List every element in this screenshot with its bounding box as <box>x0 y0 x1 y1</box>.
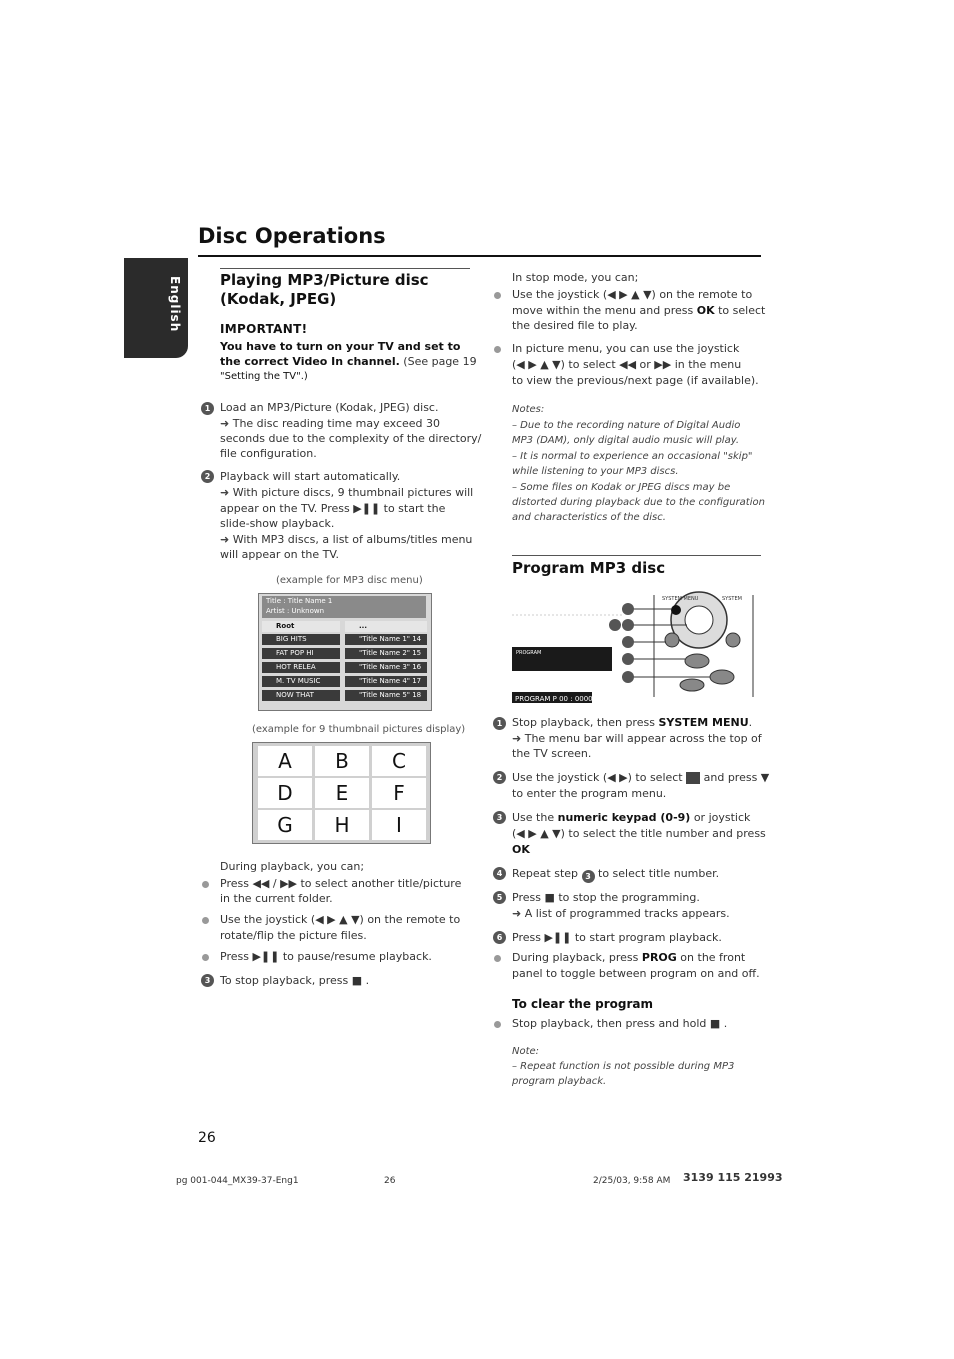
osd-program-readout: PROGRAM P 00 : 0000 <box>515 695 593 703</box>
mp3-menu-header-artist: Artist : Unknown <box>266 607 325 615</box>
mp3-menu-track: "Title Name 4" 17 <box>345 676 427 687</box>
program-step-6-badge: 6 <box>493 931 506 944</box>
right-bullet-2b: (◀ ▶ ▲ ▼) to select ◀◀ or ▶▶ in the menu <box>512 358 742 371</box>
mp3-menu-track: "Title Name 2" 15 <box>345 648 427 659</box>
thumbnail: I <box>372 810 426 840</box>
page-number: 26 <box>198 1130 216 1146</box>
program-step-2-badge: 2 <box>493 771 506 784</box>
mp3-menu-folder: Root <box>262 621 340 632</box>
step-2-result-b: appear on the TV. Press ▶❚❚ to start the <box>220 502 446 515</box>
step-2-result-d: ➜ With MP3 discs, a list of albums/titles menu <box>220 533 473 546</box>
mp3-menu-folder: FAT POP HI <box>262 648 340 659</box>
notes-label: Notes: <box>512 404 545 415</box>
mp3-menu-caption: (example for MP3 disc menu) <box>276 575 423 586</box>
program-step-1: Stop playback, then press SYSTEM MENU. <box>512 716 753 729</box>
program-step-4: Repeat step 3 to select title number. <box>512 867 720 881</box>
note-3: – Some files on Kodak or JPEG discs may be <box>512 482 731 493</box>
bullet-2b: rotate/flip the picture files. <box>220 929 367 942</box>
language-tab <box>124 258 188 358</box>
program-menu-icon <box>686 772 700 784</box>
program-step-5a: ➜ A list of programmed tracks appears. <box>512 907 730 920</box>
clear-note-1: – Repeat function is not possible during MP3 <box>512 1061 735 1072</box>
program-step-5: Press ■ to stop the programming. <box>512 891 700 904</box>
step-2-text: Playback will start automatically. <box>220 470 401 483</box>
thumbnail: E <box>315 778 369 808</box>
note-2b: while listening to your MP3 discs. <box>512 466 679 477</box>
bullet-icon <box>494 955 501 962</box>
mp3-menu-header-title: Title : Title Name 1 <box>266 597 333 605</box>
program-step-5-badge: 5 <box>493 891 506 904</box>
important-line-1: You have to turn on your TV and set to <box>220 340 461 353</box>
right-bullet-2: In picture menu, you can use the joystick <box>512 342 740 355</box>
thumbnail: D <box>258 778 312 808</box>
thumbnail: C <box>372 746 426 776</box>
step-1-text: Load an MP3/Picture (Kodak, JPEG) disc. <box>220 401 439 414</box>
right-bullet-2c: to view the previous/next page (if available). <box>512 374 759 387</box>
step-3-badge: 3 <box>201 974 214 987</box>
footer-file: pg 001-044_MX39-37-Eng1 <box>176 1176 299 1186</box>
step-1-result-b: seconds due to the complexity of the directory/ <box>220 432 482 445</box>
thumbnail: F <box>372 778 426 808</box>
step-ref-badge: 3 <box>582 870 595 883</box>
note-label: Note: <box>512 1046 540 1057</box>
program-step-1b: the TV screen. <box>512 747 592 760</box>
title-rule <box>198 255 761 257</box>
step-2-result-c: slide-show playback. <box>220 517 335 530</box>
note-1: – Due to the recording nature of Digital Audio <box>512 420 741 431</box>
program-step-3: Use the numeric keypad (0-9) or joystick <box>512 811 751 824</box>
mp3-menu-track: "Title Name 5" 18 <box>345 690 427 701</box>
remote-illustration <box>512 585 760 705</box>
mp3-menu-track: ... <box>345 621 427 632</box>
clear-program-heading: To clear the program <box>512 997 654 1011</box>
mp3-menu-folder: BIG HITS <box>262 634 340 645</box>
bullet-1b: in the current folder. <box>220 892 333 905</box>
step-2-result-e: will appear on the TV. <box>220 548 339 561</box>
program-step-1a: ➜ The menu bar will appear across the top of <box>512 732 762 745</box>
thumbnail: G <box>258 810 312 840</box>
mp3-menu-folder: HOT RELEA <box>262 662 340 673</box>
during-playback-intro: During playback, you can; <box>220 860 365 873</box>
clear-program-step: Stop playback, then press and hold ■ . <box>512 1017 728 1030</box>
remote-label: SYSTEM <box>722 596 742 602</box>
bullet-icon <box>202 917 209 924</box>
program-bullet-b: panel to toggle between program on and off. <box>512 967 760 980</box>
program-step-3-badge: 3 <box>493 811 506 824</box>
remote-label: SYSTEM MENU <box>662 596 699 602</box>
stop-mode-intro: In stop mode, you can; <box>512 271 639 284</box>
footer-code: 3139 115 21993 <box>683 1171 783 1184</box>
bullet-icon <box>494 346 501 353</box>
program-heading-rule <box>512 555 761 556</box>
program-heading: Program MP3 disc <box>512 559 666 577</box>
program-bullet: During playback, press PROG on the front <box>512 951 746 964</box>
step-1-result-a: ➜ The disc reading time may exceed 30 <box>220 417 441 430</box>
program-step-3b: (◀ ▶ ▲ ▼) to select the title number and press <box>512 827 766 840</box>
program-step-2b: to enter the program menu. <box>512 787 667 800</box>
step-2-result-a: ➜ With picture discs, 9 thumbnail pictures will <box>220 486 474 499</box>
program-step-3c: OK <box>512 843 530 856</box>
thumbnail: H <box>315 810 369 840</box>
bullet-icon <box>202 881 209 888</box>
step-2-badge: 2 <box>201 470 214 483</box>
page-title: Disc Operations <box>198 224 386 248</box>
note-2: – It is normal to experience an occasional "skip" <box>512 451 753 462</box>
language-tab-label: English <box>168 276 182 333</box>
right-bullet-1b: move within the menu and press OK to select <box>512 304 766 317</box>
bullet-2: Use the joystick (◀ ▶ ▲ ▼) on the remote to <box>220 913 461 926</box>
note-3b: distorted during playback due to the configuration <box>512 497 765 508</box>
footer-page: 26 <box>384 1176 396 1186</box>
program-step-1-badge: 1 <box>493 717 506 730</box>
step-1-badge: 1 <box>201 402 214 415</box>
step-1-result-c: file configuration. <box>220 447 317 460</box>
thumbnail-caption: (example for 9 thumbnail pictures display) <box>252 724 466 735</box>
thumbnail: B <box>315 746 369 776</box>
right-bullet-1: Use the joystick (◀ ▶ ▲ ▼) on the remote to <box>512 288 753 301</box>
bullet-icon <box>202 954 209 961</box>
left-heading-rule <box>220 268 470 269</box>
note-1b: MP3 (DAM), only digital audio music will play. <box>512 435 740 446</box>
step-3-text: To stop playback, press ■ . <box>220 974 370 987</box>
footer-date: 2/25/03, 9:58 AM <box>593 1176 671 1186</box>
osd-label: PROGRAM <box>516 650 542 656</box>
program-step-6: Press ▶❚❚ to start program playback. <box>512 931 722 944</box>
mp3-menu-folder: M. TV MUSIC <box>262 676 340 687</box>
thumbnail: A <box>258 746 312 776</box>
bullet-3: Press ▶❚❚ to pause/resume playback. <box>220 950 432 963</box>
note-3c: and characteristics of the disc. <box>512 512 666 523</box>
important-line-3: "Setting the TV".) <box>220 371 308 382</box>
bullet-1: Press ◀◀ / ▶▶ to select another title/picture <box>220 877 462 890</box>
right-bullet-1c: the desired file to play. <box>512 319 638 332</box>
mp3-picture-heading: Playing MP3/Picture disc (Kodak, JPEG) <box>220 271 429 308</box>
important-title: IMPORTANT! <box>220 322 308 336</box>
bullet-icon <box>494 1021 501 1028</box>
clear-note-1b: program playback. <box>512 1076 607 1087</box>
mp3-menu-folder: NOW THAT <box>262 690 340 701</box>
program-step-2: Use the joystick (◀ ▶) to select and press ▼ <box>512 771 770 784</box>
thumbnail-grid-illustration <box>252 742 431 844</box>
important-line-2: the correct Video In channel. (See page 19 <box>220 355 477 368</box>
mp3-menu-header <box>262 596 426 618</box>
mp3-menu-track: "Title Name 3" 16 <box>345 662 427 673</box>
bullet-icon <box>494 292 501 299</box>
program-step-4-badge: 4 <box>493 867 506 880</box>
mp3-menu-track: "Title Name 1" 14 <box>345 634 427 645</box>
